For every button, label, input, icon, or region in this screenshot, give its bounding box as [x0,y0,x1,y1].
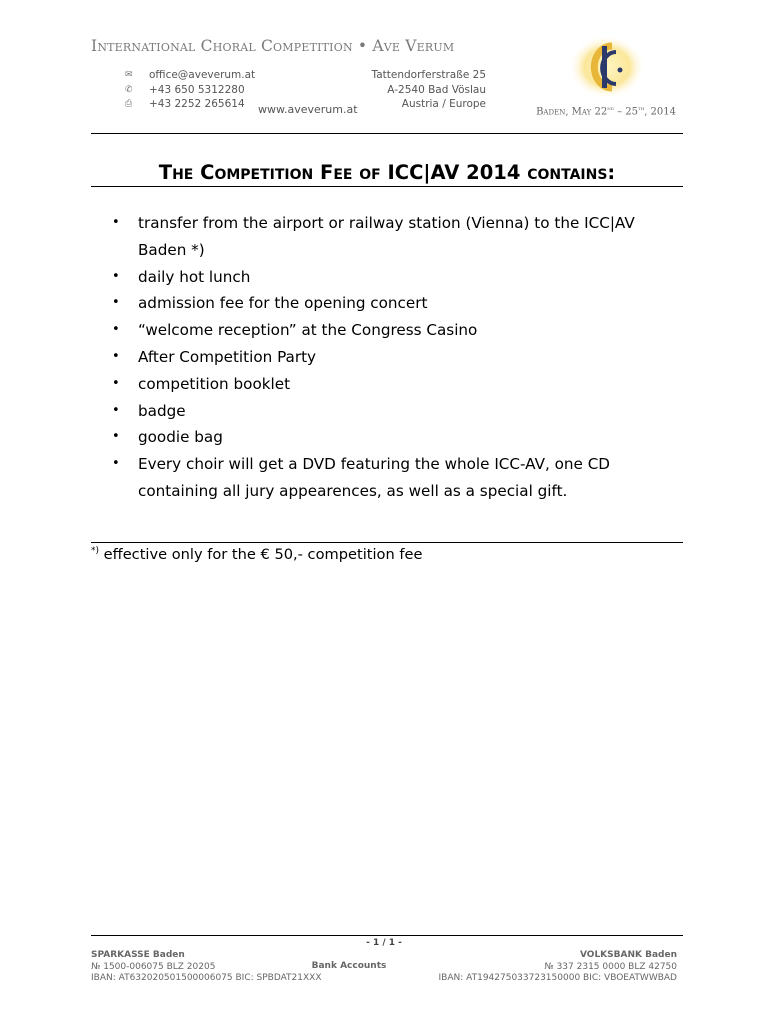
contact-fax: +43 2252 265614 [149,98,245,110]
fee-item-text: goodie bag [138,428,223,447]
contact-block [125,68,255,112]
bank-right [439,950,677,985]
address-city: A-2540 Bad Vöslau [387,83,486,96]
footnote [91,546,422,563]
address-street: Tattendorferstraße 25 [371,69,486,81]
address-block [372,68,486,112]
bullet-icon: • [112,402,120,418]
contact-phone: +43 650 5312280 [149,83,245,96]
fee-item-text: daily hot lunch [138,267,251,286]
footnote-divider [91,542,683,543]
fee-item [112,344,672,371]
contact-email-row [125,68,255,83]
fee-item [112,451,672,505]
bullet-icon: • [112,456,120,472]
fee-item-text: Every choir will get a DVD featuring the whole ICC-AV, one CD containing all jury appearences, as well as a special gift. [138,455,610,500]
fee-item [112,290,672,317]
fax-icon: ⎙ [125,99,133,109]
fee-item-text: competition booklet [138,374,291,393]
fee-item [112,424,672,451]
fee-item-text: After Competition Party [138,347,317,366]
page-number: - 1 / 1 - [366,938,402,948]
bank-right-iban: IBAN: AT194275033723150000 BIC: VBOEATWWBAD [438,973,677,983]
fee-item [112,264,672,291]
contact-phone-row [125,83,255,98]
fee-item [112,371,672,398]
fee-item-text: transfer from the airport or railway station (Vienna) to the ICC|AV Baden *) [138,214,635,259]
fee-item [112,398,672,425]
fee-items-list [112,210,672,505]
bullet-icon: • [112,215,120,230]
bullet-icon: • [112,322,120,338]
bullet-icon: • [112,348,120,364]
envelope-icon: ✉ [125,70,133,80]
bank-left-name: SPARKASSE Baden [91,950,185,960]
address-country: Austria / Europe [401,98,486,110]
fee-item-text: badge [138,401,186,420]
bank-right-account: № 337 2315 0000 BLZ 42750 [544,961,677,972]
footer-divider [91,935,683,936]
event-dates: Baden, May 22nd – 25th, 2014 [536,105,676,118]
bank-left-account: № 1500-006075 BLZ 20205 [91,961,216,972]
organization-name: International Choral Competition • Ave Verum [91,37,455,55]
website-link[interactable]: www.aveverum.at [258,103,358,116]
bullet-icon: • [112,268,120,284]
bank-accounts-label: Bank Accounts [311,961,387,971]
bullet-icon: • [112,295,120,311]
footnote-text: effective only for the € 50,- competition fee [99,546,423,563]
fee-item-text: “welcome reception” at the Congress Casino [138,321,478,340]
title-underline [91,186,683,187]
contact-email[interactable]: office@aveverum.at [149,69,256,81]
fee-item [112,317,672,344]
bullet-icon: • [112,375,120,391]
contact-fax-row [125,97,255,112]
icc-av-logo [568,34,646,100]
fee-item [112,210,672,264]
header-divider [91,133,683,134]
page-title: The Competition Fee of ICC|AV 2014 contains: [158,161,616,184]
bank-right-name: VOLKSBANK Baden [579,950,677,960]
bullet-icon: • [112,429,120,445]
fee-item-text: admission fee for the opening concert [138,294,428,313]
bank-left-iban: IBAN: AT632020501500006075 BIC: SPBDAT21XXX [91,973,322,983]
footnote-marker: *) [91,546,100,557]
phone-icon: ✆ [125,84,133,95]
